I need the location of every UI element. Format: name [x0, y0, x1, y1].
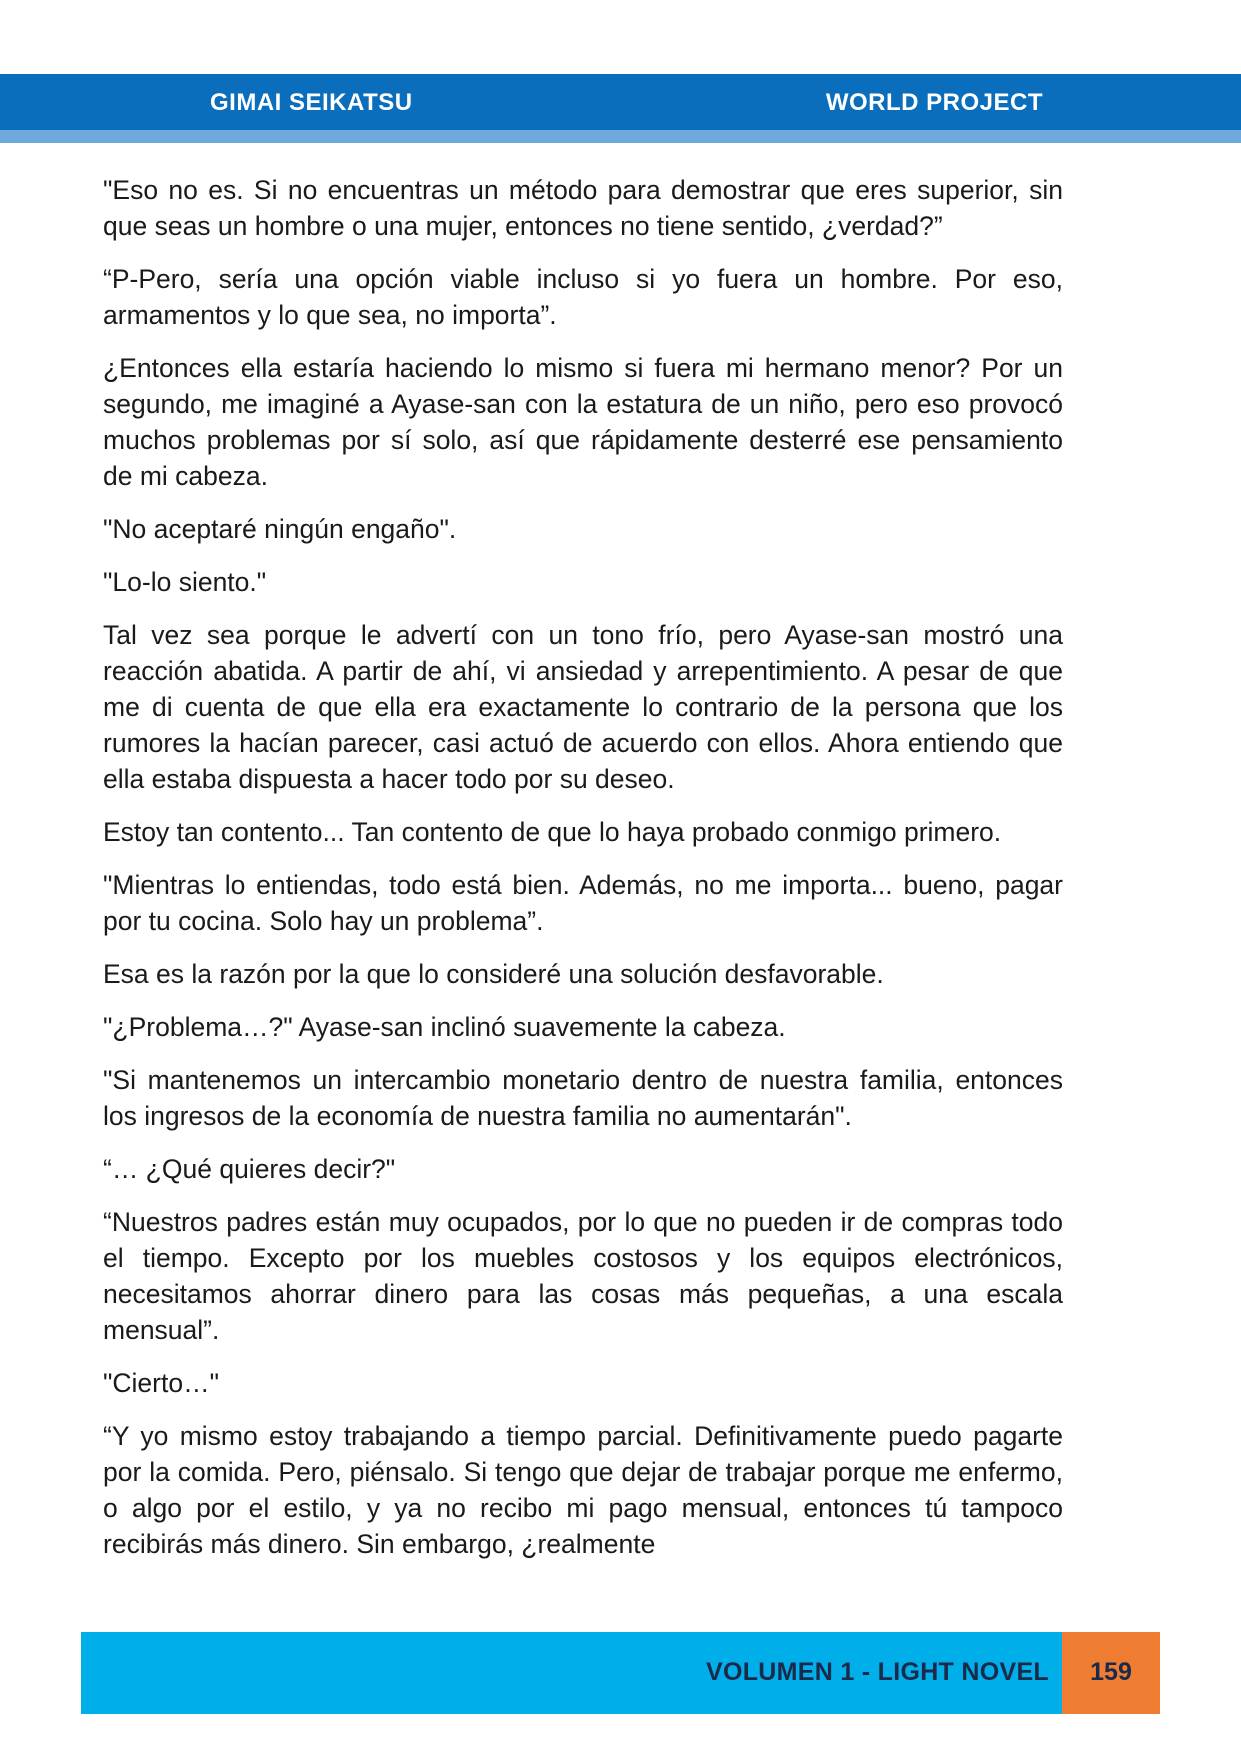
paragraph: "Si mantenemos un intercambio monetario dentro de nuestra familia, entonces los ingresos de la economía de nuestra familia no aumentarán". — [103, 1065, 1063, 1131]
header-stripe — [0, 130, 1241, 143]
paragraph: “Y yo mismo estoy trabajando a tiempo parcial. Definitivamente puedo pagarte por la comida. Pero, piénsalo. Si tengo que dejar de trabajar porque me enfermo, o algo por el estilo, y ya no recibo mi pago mensual, entonces tú tampoco recibirás más dinero. Sin embargo, ¿realmente — [103, 1421, 1063, 1559]
header-group-title: WORLD PROJECT — [825, 89, 1043, 116]
paragraph: Esa es la razón por la que lo consideré una solución desfavorable. — [103, 959, 884, 989]
page-number: 159 — [1090, 1658, 1132, 1686]
paragraph: “… ¿Qué quieres decir?" — [103, 1154, 396, 1184]
paragraph: "¿Problema…?" Ayase-san inclinó suavemente la cabeza. — [103, 1012, 786, 1042]
paragraph: “Nuestros padres están muy ocupados, por lo que no pueden ir de compras todo el tiempo. Excepto por los muebles costosos y los equipos electrónicos, necesitamos ahorrar dinero para las cosas más pequeñas, a una escala mensual”. — [103, 1207, 1063, 1345]
paragraph: "No aceptaré ningún engaño". — [103, 514, 457, 544]
footer-volume-label: VOLUMEN 1 - LIGHT NOVEL — [705, 1658, 1049, 1686]
paragraph: "Eso no es. Si no encuentras un método para demostrar que eres superior, sin que seas un hombre o una mujer, entonces no tiene sentido, ¿verdad?” — [103, 175, 1063, 241]
header-bar — [0, 74, 1241, 130]
paragraph: ¿Entonces ella estaría haciendo lo mismo si fuera mi hermano menor? Por un segundo, me imaginé a Ayase-san con la estatura de un niño, pero eso provocó muchos problemas por sí solo, así que rápidamente desterré ese pensamiento de mi cabeza. — [103, 353, 1063, 491]
paragraph: Tal vez sea porque le advertí con un tono frío, pero Ayase-san mostró una reacción abatida. A partir de ahí, vi ansiedad y arrepentimiento. A pesar de que me di cuenta de que ella era exactamente lo contrario de la persona que los rumores la hacían parecer, casi actuó de acuerdo con ellos. Ahora entiendo que ella estaba dispuesta a hacer todo por su deseo. — [103, 620, 1063, 794]
paragraph: "Lo-lo siento." — [103, 567, 267, 597]
page-body — [103, 172, 1063, 1579]
paragraph: "Mientras lo entiendas, todo está bien. Además, no me importa... bueno, pagar por tu cocina. Solo hay un problema”. — [103, 870, 1063, 936]
paragraph: “P-Pero, sería una opción viable incluso si yo fuera un hombre. Por eso, armamentos y lo que sea, no importa”. — [103, 264, 1063, 330]
paragraph: Estoy tan contento... Tan contento de que lo haya probado conmigo primero. — [103, 817, 1002, 847]
header-series-title: GIMAI SEIKATSU — [210, 89, 413, 116]
paragraph: "Cierto…" — [103, 1368, 220, 1398]
